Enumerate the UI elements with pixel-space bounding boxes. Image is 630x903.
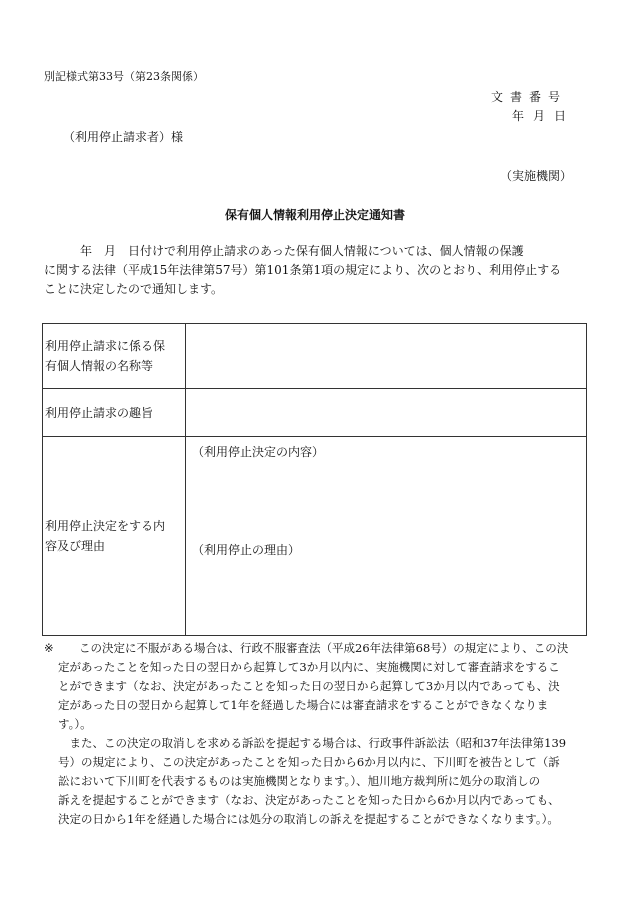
body-line: に関する法律（平成15年法律第57号）第101条第1項の規定により、次のとおり、利用停止する (44, 263, 562, 277)
body-line: ことに決定したので通知します。 (44, 282, 224, 296)
label-cell-personal-info-name (43, 324, 186, 389)
note-line: とができます（なお、決定があったことを知った日の翌日から起算して3か月以内であっても、決 (58, 679, 560, 693)
note-text: この決定に不服がある場合は、行政不服審査法（平成26年法律第68号）の規定により、この決 (79, 641, 569, 655)
document-number-label: 文書番号 (491, 90, 568, 104)
note-line: 訟において下川町を代表するものは実施機関となります。）、旭川地方裁判所に処分の取消しの (58, 774, 541, 788)
note-line: す。）。 (58, 717, 92, 731)
requester-name: （利用停止請求者）様 (63, 130, 184, 144)
table-row (43, 437, 587, 636)
note-line (44, 639, 589, 658)
note-line: 号）の規定により、この決定があったことを知った日から6か月以内に、下川町を被告として（訴 (58, 755, 560, 769)
label-line: 有個人情報の名称等 (45, 359, 154, 373)
decision-table (42, 323, 587, 636)
label-line: 容及び理由 (45, 539, 106, 553)
content-cell-request-purpose (186, 389, 587, 437)
note-line: 定があった日の翌日から起算して1年を経過した場合には審査請求をすることができなくなりま (58, 698, 549, 712)
note-line: 決定の日から1年を経過した場合には処分の取消しの訴えを提起することができなくなります。）。 (58, 812, 559, 826)
table-row (43, 389, 587, 437)
appeal-note (44, 639, 589, 829)
label-line: 利用停止請求の趣旨 (45, 405, 154, 420)
body-paragraph (44, 242, 589, 299)
form-number: 別記様式第33号（第23条関係） (44, 70, 204, 83)
document-date-label: 年月日 (512, 109, 576, 123)
body-line: 年 月 日付けで利用停止請求のあった保有個人情報については、個人情報の保護 (44, 244, 524, 258)
decision-reason-heading: （利用停止の理由） (192, 543, 301, 557)
note-mark: ※ (44, 641, 54, 655)
content-cell-personal-info-name (186, 324, 587, 389)
agency-name: （実施機関） (500, 169, 573, 183)
note-line: 訴えを提起することができます（なお、決定があったことを知った日から6か月以内であっても、 (58, 793, 560, 807)
decision-content-heading: （利用停止決定の内容） (192, 445, 325, 459)
table-row (43, 324, 587, 389)
content-cell-decision-content-reason (186, 437, 587, 636)
note-line: また、この決定の取消しを求める訴訟を提起する場合は、行政事件訴訟法（昭和37年法律第139 (58, 736, 567, 750)
note-line: 定があったことを知った日の翌日から起算して3か月以内に、実施機関に対して審査請求をするこ (58, 660, 560, 674)
label-cell-request-purpose (43, 389, 186, 437)
label-line: 利用停止請求に係る保 (45, 339, 166, 353)
document-title: 保有個人情報利用停止決定通知書 (224, 208, 405, 222)
label-line: 利用停止決定をする内 (45, 519, 166, 533)
label-cell-decision-content-reason (43, 437, 186, 636)
